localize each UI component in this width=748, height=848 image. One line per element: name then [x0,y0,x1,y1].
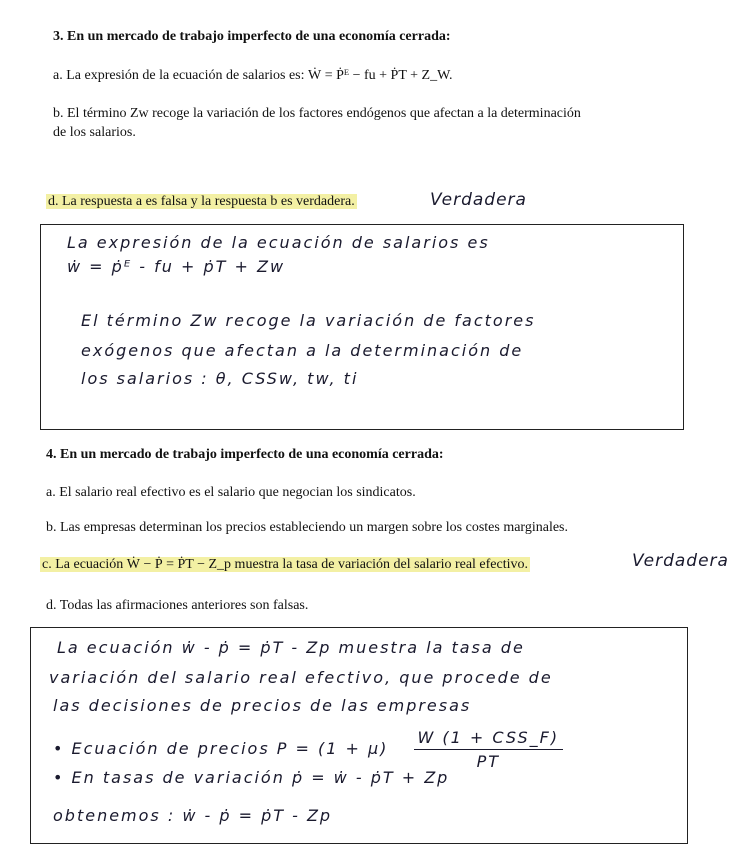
q3-answer-box [40,224,684,430]
question-3-title: 3. En un mercado de trabajo imperfecto de una economía cerrada: [53,29,451,44]
q4-box-line-1: La ecuación ẇ - ṗ = ṗT - Zp muestra la tasa de [57,638,525,657]
q4-price-fraction [414,728,564,771]
q4-box-line-3: las decisiones de precios de las empresas [53,696,472,715]
q3-option-b-line2: de los salarios. [53,125,136,140]
q4-fraction-denominator: PT [476,752,500,771]
q3-option-d [46,192,357,211]
q4-price-equation: • Ecuación de precios P = (1 + μ) [53,739,389,758]
q4-option-a: a. El salario real efectivo es el salario que negocian los sindicatos. [46,485,416,500]
q4-fraction-numerator: W (1 + CSS_F) [414,728,564,750]
q4-box-line-2: variación del salario real efectivo, que procede de [49,668,553,687]
q3-option-a: a. La expresión de la ecuación de salarios es: Ẇ = Ṗᴱ − fu + ṖT + Z_W. [53,68,453,83]
q3-answer-mark: Verdadera [430,190,527,210]
q4-option-c-highlight: c. La ecuación Ẇ − Ṗ = ṖT − Z_p muestra la tasa de variación del salario real efectivo. [42,557,529,572]
q3-box-line-3: El término Zw recoge la variación de factores [81,311,536,330]
q4-answer-box [30,627,688,844]
q4-answer-mark: Verdadera [632,551,729,571]
q4-box-line-6: obtenemos : ẇ - ṗ = ṗT - Zp [53,806,333,825]
q4-option-b: b. Las empresas determinan los precios estableciendo un margen sobre los costes marginales. [46,520,568,535]
q3-box-line-2: ẇ = ṗᴱ - fu + ṗT + Zw [67,257,286,276]
q4-option-d: d. Todas las afirmaciones anteriores son falsas. [46,598,309,613]
q3-option-d-highlight: d. La respuesta a es falsa y la respuesta b es verdadera. [48,194,355,209]
q4-box-line-4 [53,728,563,771]
q4-box-line-5: • En tasas de variación ṗ = ẇ - ṗT + Zp [53,768,450,787]
q3-box-line-5: los salarios : θ, CSSw, tw, ti [81,369,359,388]
q4-option-c [40,555,530,574]
question-4-title: 4. En un mercado de trabajo imperfecto de una economía cerrada: [46,447,444,462]
q3-option-b-line1: b. El término Zw recoge la variación de los factores endógenos que afectan a la determinación [53,106,581,121]
q3-box-line-1: La expresión de la ecuación de salarios es [67,233,490,252]
q3-box-line-4: exógenos que afectan a la determinación de [81,341,524,360]
